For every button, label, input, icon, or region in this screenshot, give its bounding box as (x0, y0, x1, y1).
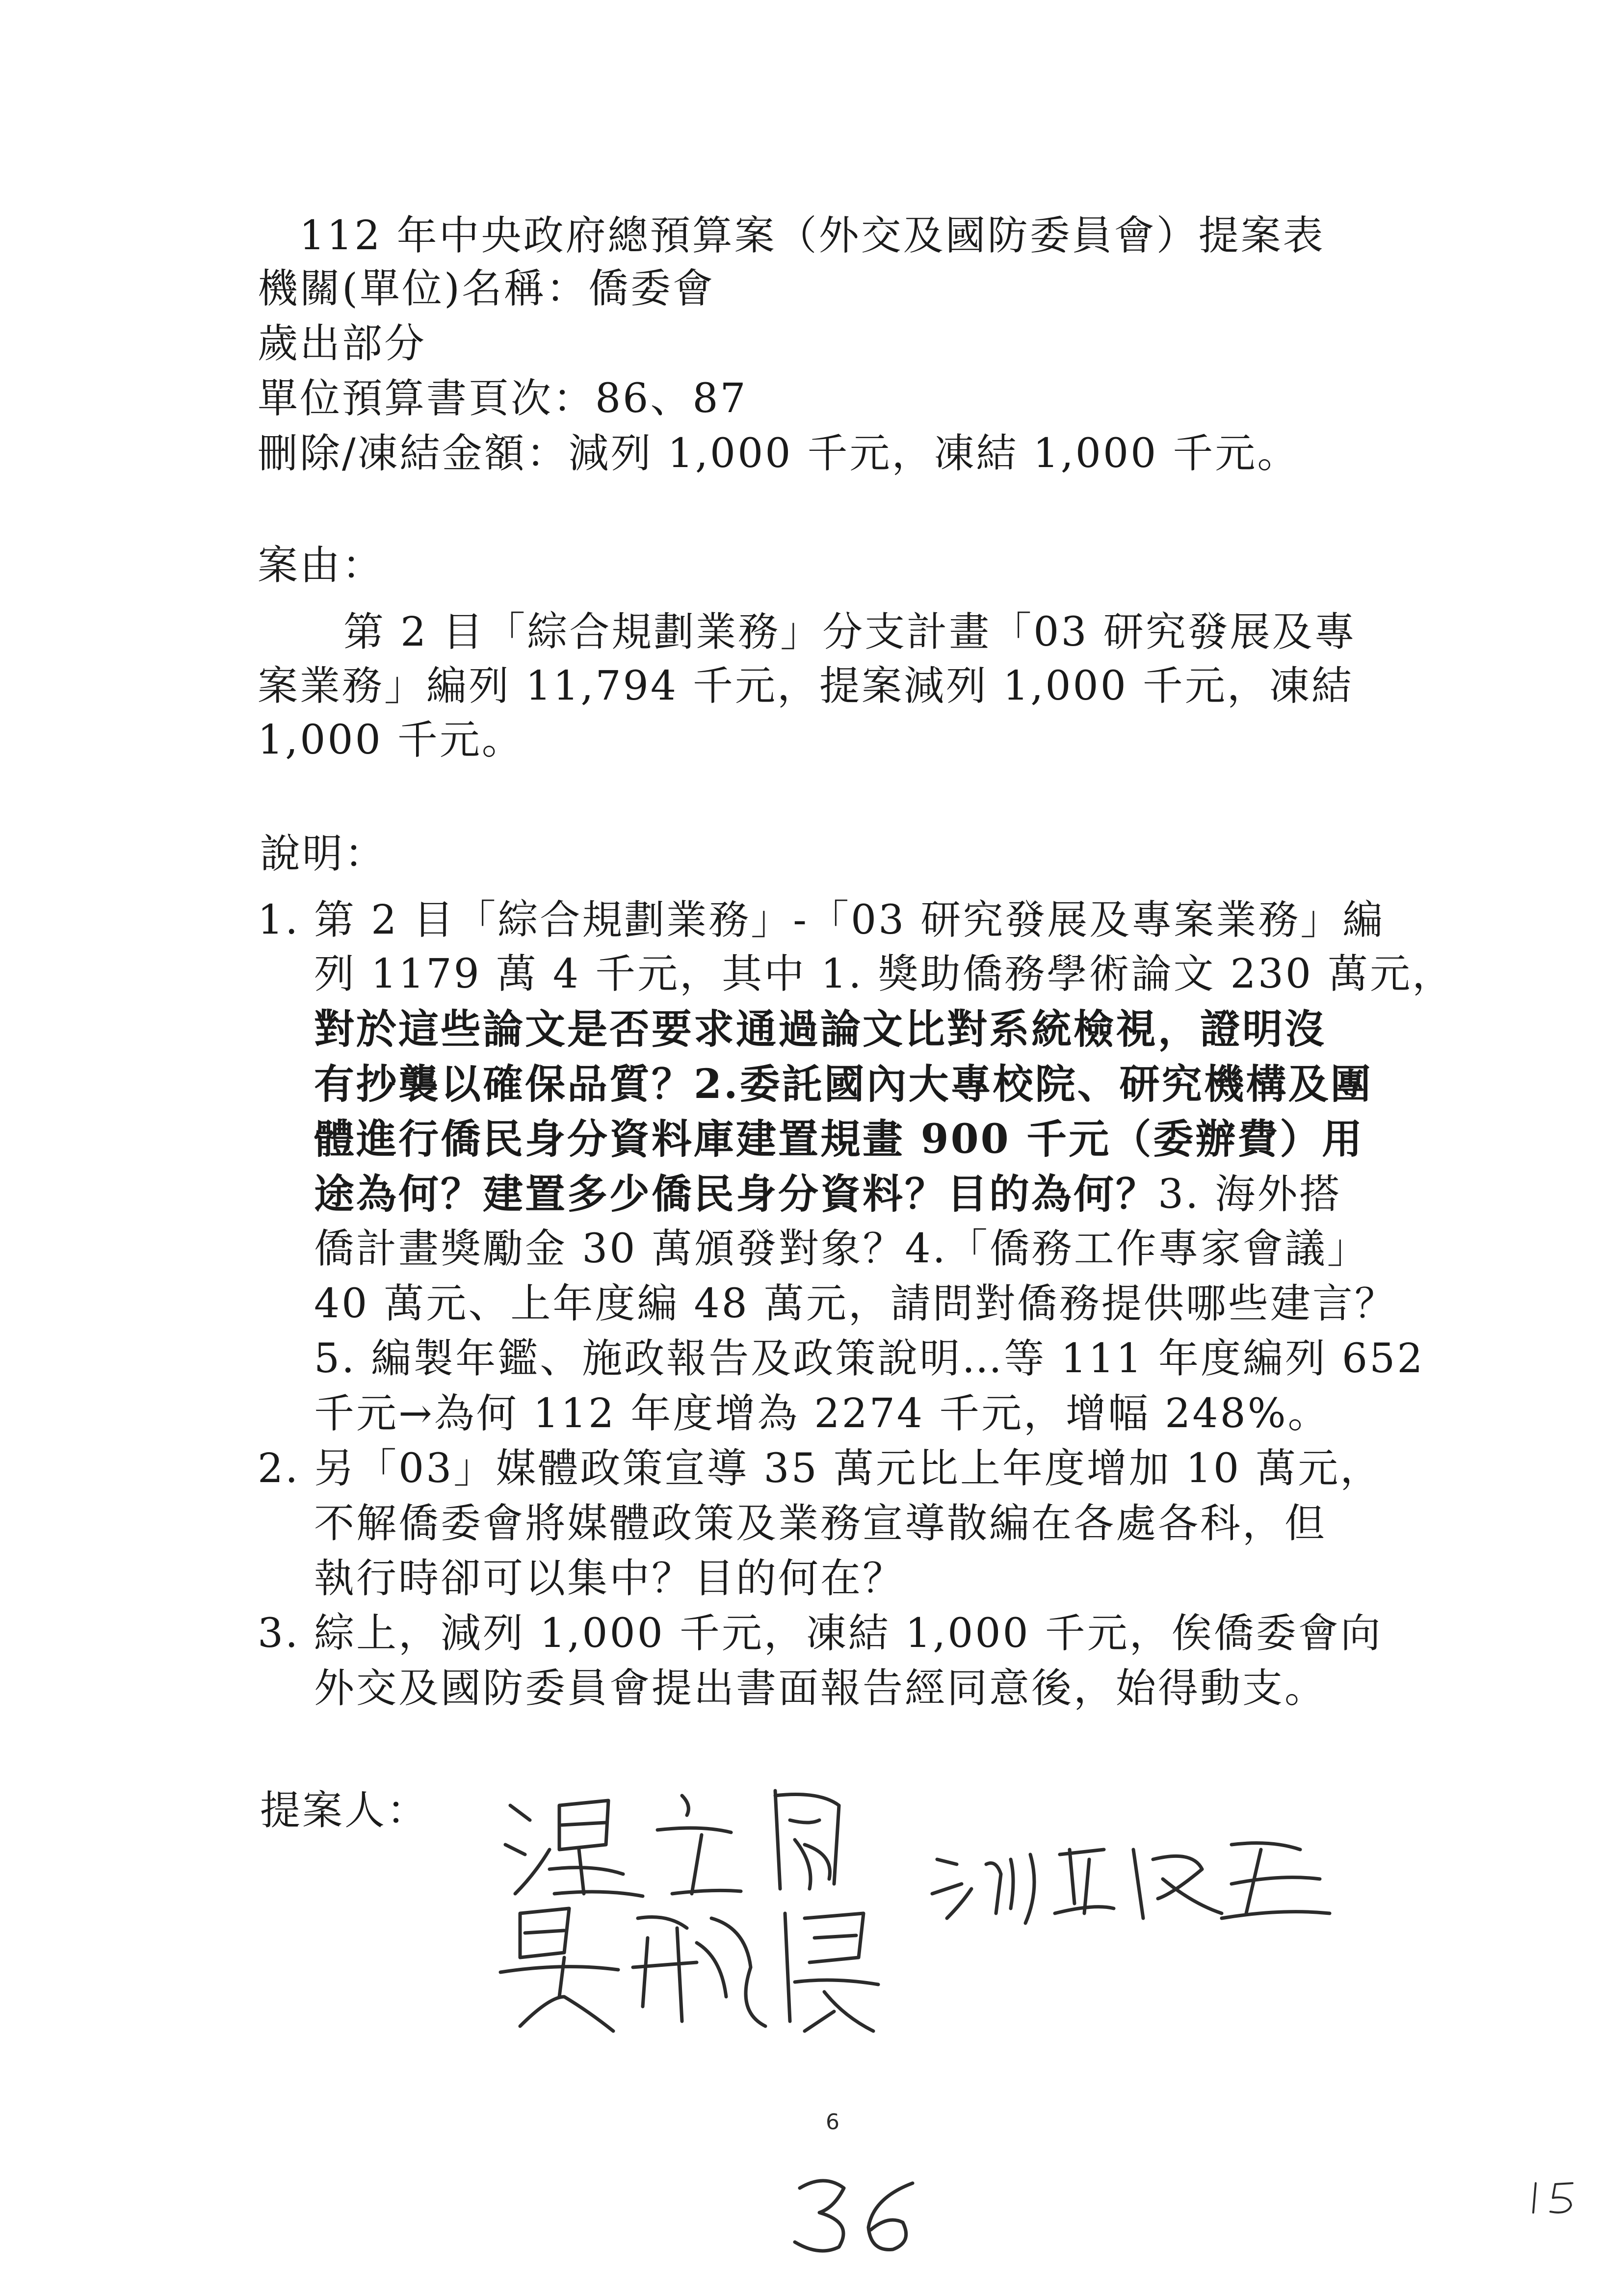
explanation-label: 說明： (260, 831, 387, 877)
item2-line: 執行時卻可以集中？目的何在？ (314, 1555, 905, 1602)
signature-1 (496, 1776, 898, 1904)
item3-line: 綜上，減列 1,000 千元，凍結 1,000 千元，俟僑委會向 (314, 1610, 1383, 1657)
reason-line: 第 2 目「綜合規劃業務」分支計畫「03 研究發展及專 (343, 609, 1357, 655)
budget-pages: 單位預算書頁次：86、87 (258, 375, 748, 422)
handwritten-page-number (785, 2168, 932, 2257)
item1-line: 僑計畫獎勵金 30 萬頒發對象？4.「僑務工作專家會議」 (314, 1226, 1369, 1272)
item2-line: 不解僑委會將媒體政策及業務宣導散編在各處各科，但 (314, 1500, 1327, 1547)
item3-line: 外交及國防委員會提出書面報告經同意後，始得動支。 (314, 1665, 1327, 1712)
reason-line: 案業務」編列 11,794 千元，提案減列 1,000 千元，凍結 (258, 663, 1354, 709)
amount-line: 刪除/凍結金額：減列 1,000 千元，凍結 1,000 千元。 (258, 430, 1300, 477)
document-title: 112 年中央政府總預算案（外交及國防委員會）提案表 (299, 212, 1325, 259)
budget-section: 歲出部分 (258, 320, 427, 367)
item-number: 1. (258, 897, 300, 943)
item1-line-bold: 對於這些論文是否要求通過論文比對系統檢視，證明沒 (314, 1006, 1327, 1053)
corner-number (1526, 2178, 1585, 2218)
item1-line-bold: 有抄襲以確保品質？2.委託國內大專校院、研究機構及團 (314, 1061, 1373, 1108)
signature-2 (491, 1899, 893, 2036)
item1-line-bold: 體進行僑民身分資料庫建置規畫 900 千元（委辦費）用 (314, 1116, 1364, 1163)
item1-line-mixed (314, 1171, 1342, 1218)
item1-normal-part: 3. 海外搭 (1158, 1171, 1342, 1218)
item1-line: 5. 編製年鑑、施政報告及政策說明…等 111 年度編列 652 (314, 1335, 1425, 1382)
reason-line: 1,000 千元。 (258, 717, 524, 763)
proposer-label: 提案人： (260, 1787, 429, 1834)
reason-label: 案由： (258, 542, 385, 589)
agency-name: 機關(單位)名稱：僑委會 (258, 265, 715, 312)
item2-line: 另「03」媒體政策宣導 35 萬元比上年度增加 10 萬元， (314, 1445, 1383, 1492)
signature-3 (927, 1830, 1339, 1928)
item1-line: 列 1179 萬 4 千元，其中 1. 獎助僑務學術論文 230 萬元， (314, 951, 1455, 997)
item1-line: 千元→為何 112 年度增為 2274 千元，增幅 248%。 (314, 1390, 1330, 1437)
page-number: 6 (826, 2110, 839, 2135)
item1-line: 40 萬元、上年度編 48 萬元，請問對僑務提供哪些建言？ (314, 1280, 1397, 1327)
item-number: 2. (258, 1445, 300, 1492)
item1-line: 第 2 目「綜合規劃業務」-「03 研究發展及專案業務」編 (314, 897, 1385, 943)
item-number: 3. (258, 1610, 300, 1657)
item1-bold-part: 途為何？建置多少僑民身分資料？目的為何？ (314, 1171, 1158, 1218)
